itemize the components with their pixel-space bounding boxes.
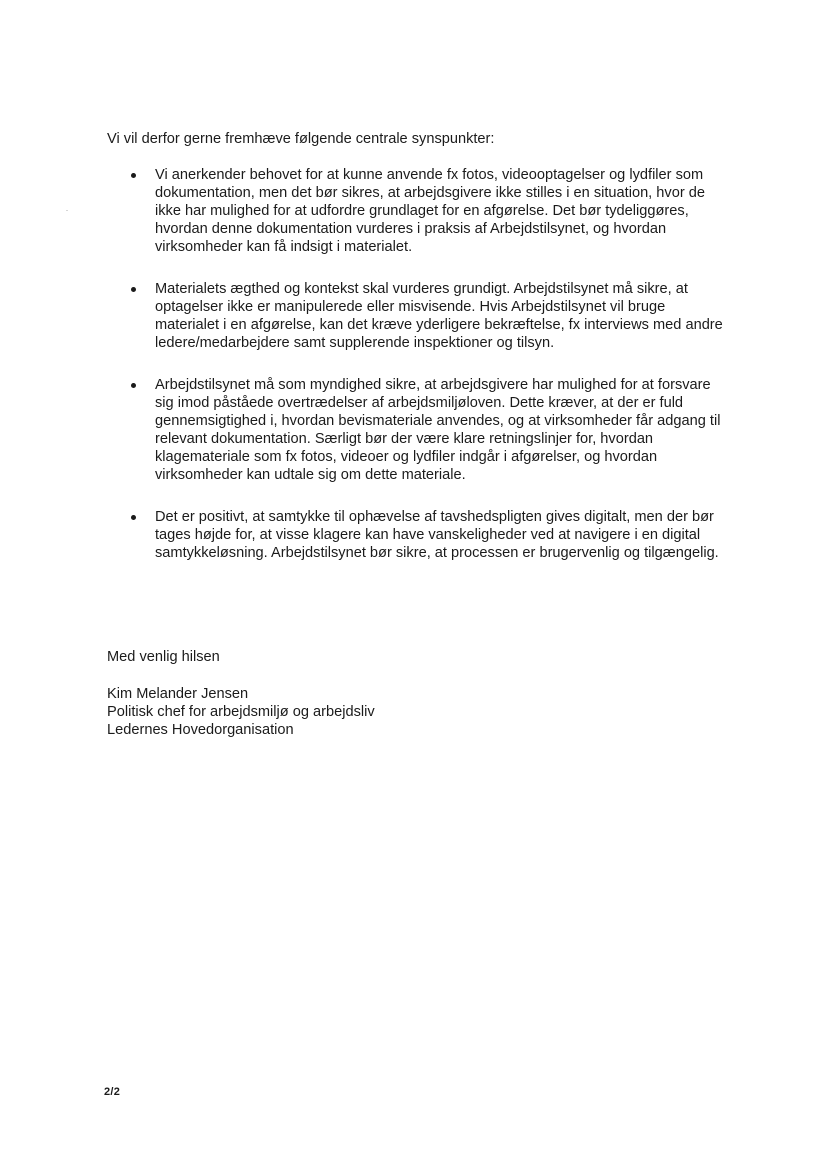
bullet-icon xyxy=(131,515,136,520)
list-item xyxy=(126,280,726,352)
list-item-text: Det er positivt, at samtykke til ophævelse af tavshedspligten gives digitalt, men der bør tages højde for, at visse klagere kan have vanskeligheder ved at navigere i en digital samtykkeløsning. Arbejdstilsynet bør sikre, at processen er brugervenlig og tilgængelig. xyxy=(155,509,719,561)
key-points-list xyxy=(126,166,726,562)
bullet-icon xyxy=(131,173,136,178)
list-item-text: Materialets ægthed og kontekst skal vurderes grundigt. Arbejdstilsynet må sikre, at optagelser ikke er manipulerede eller misvisende. Hvis Arbejdstilsynet vil bruge materialet i en afgørelse, kan det kræve yderligere bekræftelse, fx interviews med andre ledere/medarbejdere samt supplerende inspektioner og tilsyn. xyxy=(155,281,723,351)
signatory-name: Kim Melander Jensen xyxy=(107,686,249,702)
page-number: 2/2 xyxy=(104,1086,121,1098)
signature-block xyxy=(107,685,375,739)
list-item xyxy=(126,166,726,256)
scan-artifact xyxy=(66,210,68,211)
signatory-title: Politisk chef for arbejdsmiljø og arbejdsliv xyxy=(107,704,375,720)
bullet-icon xyxy=(131,383,136,388)
intro-paragraph: Vi vil derfor gerne fremhæve følgende centrale synspunkter: xyxy=(107,131,495,147)
signatory-organisation: Ledernes Hovedorganisation xyxy=(107,722,294,738)
bullet-icon xyxy=(131,287,136,292)
closing-greeting: Med venlig hilsen xyxy=(107,649,220,665)
list-item xyxy=(126,376,726,484)
list-item-text: Arbejdstilsynet må som myndighed sikre, at arbejdsgivere har mulighed for at forsvare sig imod påståede overtrædelser af arbejdsmiljøloven. Dette kræver, at der er fuld gennemsigtighed i, hvordan bevismateriale anvendes, og at virksomheder får adgang til relevant dokumentation. Særligt bør der være klare retningslinjer for, hvordan klagemateriale som fx fotos, videoer og lydfiler indgår i afgørelser, og hvordan virksomheder kan udtale sig om dette materiale. xyxy=(155,377,721,483)
list-item xyxy=(126,508,726,562)
list-item-text: Vi anerkender behovet for at kunne anvende fx fotos, videooptagelser og lydfiler som dokumentation, men det bør sikres, at arbejdsgivere ikke stilles i en situation, hvor de ikke har mulighed for at udfordre grundlaget for en afgørelse. Det bør tydeliggøres, hvordan denne dokumentation vurderes i praksis af Arbejdstilsynet, og hvordan virksomheder kan få indsigt i materialet. xyxy=(155,167,705,255)
